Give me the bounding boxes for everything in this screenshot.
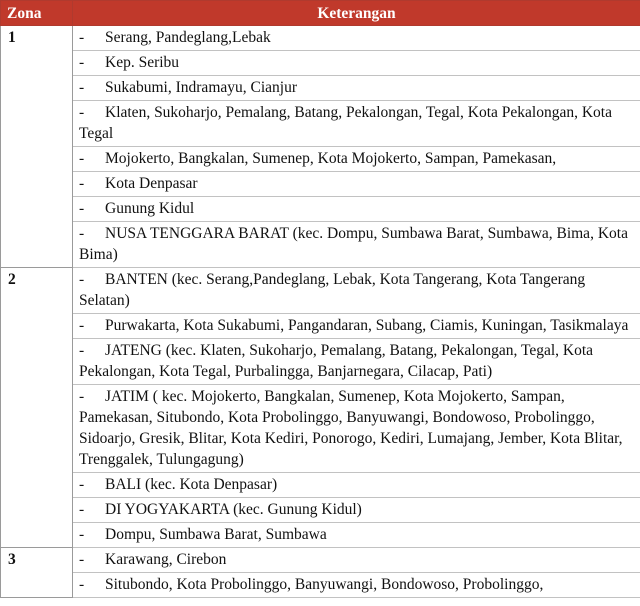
item-text: JATENG (kec. Klaten, Sukoharjo, Pemalang, Batang, Pekalongan, Tegal, Kota Pekalongan, Kota Tegal, Purbalingga, Banjarnegara, Cilacap, Pati) <box>79 342 594 380</box>
item-text: JATIM ( kec. Mojokerto, Bangkalan, Sumenep, Kota Mojokerto, Sampan, Pamekasan, Situbondo, Kota Probolinggo, Banyuwangi, Bondowoso, Probolinggo, Sidoarjo, Gresik, Blitar, Kota Kediri, Ponorogo, Kediri, Lumajang, Jember, Kota Blitar, Trenggalek, Tulungagung) <box>79 388 623 468</box>
zona-item <box>73 314 640 339</box>
table-row <box>1 523 640 548</box>
table-row <box>1 339 640 385</box>
zona-item <box>73 172 640 197</box>
table-row <box>1 548 640 573</box>
zona-item <box>73 268 640 314</box>
zona-item <box>73 548 640 573</box>
table-row <box>1 268 640 314</box>
table-row <box>1 473 640 498</box>
item-text: Sukabumi, Indramayu, Cianjur <box>105 79 297 96</box>
table-row <box>1 385 640 473</box>
list-dash: - <box>79 526 85 543</box>
zona-item <box>73 222 640 268</box>
zona-item <box>73 523 640 548</box>
zona-item <box>73 197 640 222</box>
zona-item <box>73 573 640 598</box>
list-dash: - <box>79 271 85 288</box>
list-dash: - <box>79 576 85 593</box>
item-text: NUSA TENGGARA BARAT (kec. Dompu, Sumbawa Barat, Sumbawa, Bima, Kota Bima) <box>79 225 628 263</box>
table-row <box>1 222 640 268</box>
list-dash: - <box>79 476 85 493</box>
zona-item <box>73 473 640 498</box>
item-text: Serang, Pandeglang,Lebak <box>105 29 271 46</box>
item-text: BANTEN (kec. Serang,Pandeglang, Lebak, Kota Tangerang, Kota Tangerang Selatan) <box>79 271 586 309</box>
list-dash: - <box>79 79 85 96</box>
zona-item <box>73 26 640 51</box>
zona-number: 1 <box>1 26 73 268</box>
zona-number: 2 <box>1 268 73 548</box>
zona-item <box>73 385 640 473</box>
table-row <box>1 101 640 147</box>
item-text: Situbondo, Kota Probolinggo, Banyuwangi, Bondowoso, Probolinggo, <box>105 576 544 593</box>
table-row <box>1 76 640 101</box>
list-dash: - <box>79 551 85 568</box>
table-row <box>1 147 640 172</box>
item-text: Mojokerto, Bangkalan, Sumenep, Kota Mojokerto, Sampan, Pamekasan, <box>105 150 557 167</box>
zona-item <box>73 76 640 101</box>
item-text: Karawang, Cirebon <box>105 551 227 568</box>
zona-item <box>73 147 640 172</box>
table-row <box>1 314 640 339</box>
list-dash: - <box>79 501 85 518</box>
list-dash: - <box>79 225 85 242</box>
table-row <box>1 26 640 51</box>
list-dash: - <box>79 200 85 217</box>
zona-item <box>73 51 640 76</box>
zona-number: 3 <box>1 548 73 598</box>
header-keterangan: Keterangan <box>73 1 640 26</box>
table-row <box>1 172 640 197</box>
list-dash: - <box>79 29 85 46</box>
table-body <box>1 26 640 598</box>
table-row <box>1 573 640 598</box>
header-row <box>1 1 640 26</box>
item-text: Klaten, Sukoharjo, Pemalang, Batang, Pekalongan, Tegal, Kota Pekalongan, Kota Tegal <box>79 104 612 142</box>
zona-item <box>73 498 640 523</box>
table-row <box>1 51 640 76</box>
table-row <box>1 498 640 523</box>
zona-item <box>73 101 640 147</box>
list-dash: - <box>79 342 85 359</box>
item-text: Purwakarta, Kota Sukabumi, Pangandaran, Subang, Ciamis, Kuningan, Tasikmalaya <box>105 317 629 334</box>
table-row <box>1 197 640 222</box>
item-text: Kep. Seribu <box>105 54 180 71</box>
item-text: Dompu, Sumbawa Barat, Sumbawa <box>105 526 327 543</box>
zona-item <box>73 339 640 385</box>
list-dash: - <box>79 150 85 167</box>
item-text: Kota Denpasar <box>105 175 198 192</box>
header-zona: Zona <box>1 1 73 26</box>
item-text: Gunung Kidul <box>105 200 195 217</box>
list-dash: - <box>79 175 85 192</box>
item-text: DI YOGYAKARTA (kec. Gunung Kidul) <box>105 501 362 518</box>
list-dash: - <box>79 104 85 121</box>
list-dash: - <box>79 317 85 334</box>
item-text: BALI (kec. Kota Denpasar) <box>105 476 278 493</box>
list-dash: - <box>79 54 85 71</box>
list-dash: - <box>79 388 85 405</box>
